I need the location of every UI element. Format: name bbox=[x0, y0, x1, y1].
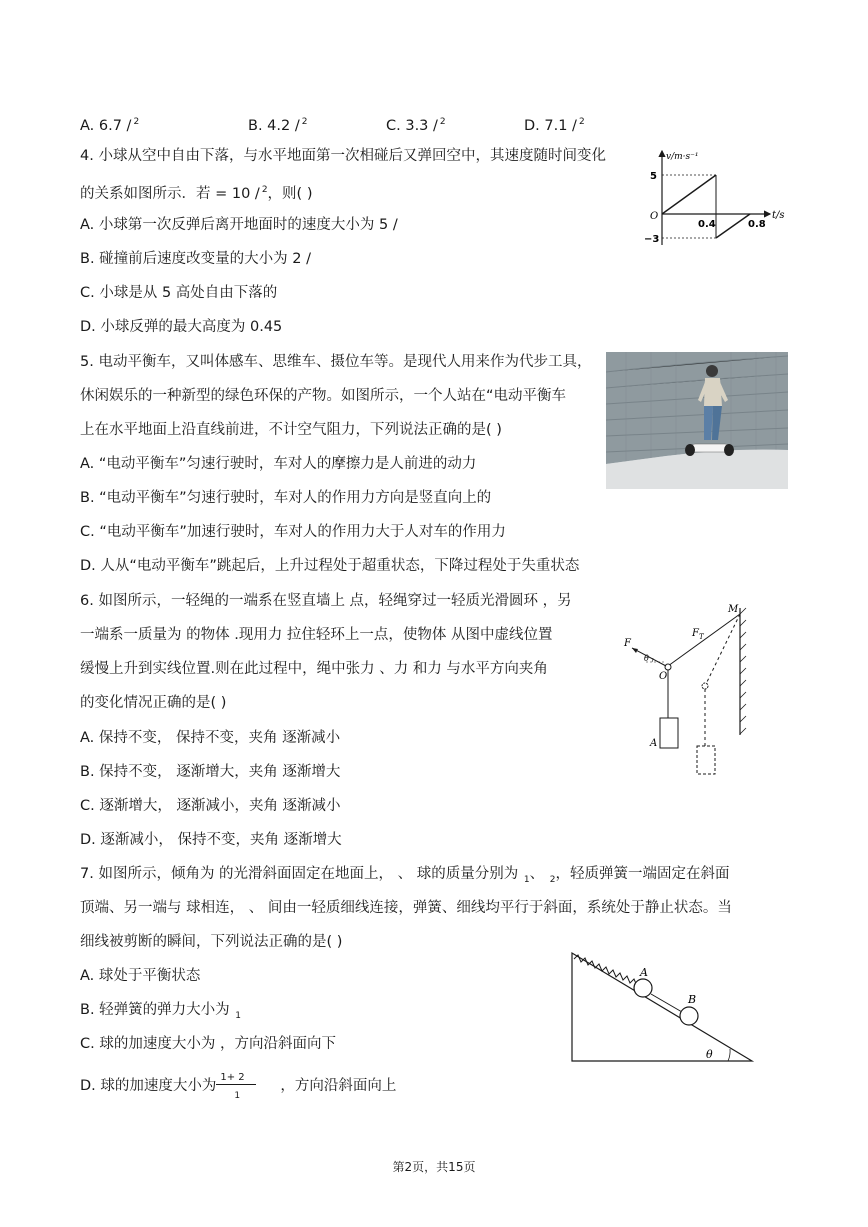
tick-5: 5 bbox=[650, 171, 657, 182]
q4-stem-line2: 的关系如图所示．若 = 10 / $^2$，则( ) bbox=[80, 185, 313, 202]
q7-option-d: D. 球的加速度大小为 $\frac{1+ 2}{1}$ ，方向沿斜面向上 bbox=[80, 1072, 397, 1101]
q5-stem-line3: 上在水平地面上沿直线前进，不计空气阻力，下列说法正确的是( ) bbox=[80, 422, 502, 438]
block-a-solid bbox=[660, 718, 678, 748]
q5-stem-line1: 5. 电动平衡车，又叫体感车、思维车、摄位车等。是现代人用来作为代步工具， bbox=[80, 354, 592, 370]
rope-dashed bbox=[706, 614, 740, 684]
q7-option-b: B. 轻弹簧的弹力大小为 $_1$ bbox=[80, 1002, 242, 1021]
option-c: C. 3.3 / $^2$ bbox=[386, 117, 446, 134]
incline-figure bbox=[566, 945, 758, 1067]
q4-option-c: C. 小球是从 5 高处自由下落的 bbox=[80, 285, 278, 301]
q6-option-b: B. 保持不变， 逐渐增大，夹角 逐渐增大 bbox=[80, 764, 341, 780]
tick-04: 0.4 bbox=[698, 219, 716, 230]
label-b: B bbox=[688, 993, 697, 1006]
label-o: O bbox=[659, 671, 668, 682]
rope-ring-figure bbox=[610, 600, 760, 780]
q5-option-c: C. “电动平衡车”加速行驶时，车对人的作用力大于人对车的作用力 bbox=[80, 524, 506, 540]
q6-stem-line3: 缓慢上升到实线位置.则在此过程中，绳中张力 、力 和力 与水平方向夹角 bbox=[80, 661, 548, 677]
balance-scooter-photo bbox=[606, 352, 788, 489]
option-b: B. 4.2 / $^2$ bbox=[248, 117, 308, 134]
q5-stem-line2: 休闲娱乐的一种新型的绿色环保的产物。如图所示，一个人站在“电动平衡车 bbox=[80, 388, 567, 404]
label-a: A bbox=[650, 738, 658, 749]
label-theta: θ bbox=[644, 654, 649, 663]
rope-solid bbox=[668, 614, 740, 666]
option-a: A. 6.7 / $^2$ bbox=[80, 117, 140, 134]
q7-stem-line1: 7. 如图所示，倾角为 的光滑斜面固定在地面上， 、 球的质量分别为 $_1$、 $_2$，轻质弹簧一端固定在斜面 bbox=[80, 866, 730, 885]
label-ft: $F_T$ bbox=[692, 628, 704, 641]
q4-option-b: B. 碰撞前后速度改变量的大小为 2 / bbox=[80, 251, 311, 267]
q6-stem-line1: 6. 如图所示，一轻绳的一端系在竖直墙上 点，轻绳穿过一轻质光滑圆环 ，另 bbox=[80, 593, 572, 609]
block-a-dashed bbox=[697, 746, 715, 774]
y-axis-label: v/m·s⁻¹ bbox=[666, 152, 699, 162]
label-m: M bbox=[728, 604, 739, 615]
option-d: D. 7.1 / $^2$ bbox=[524, 117, 585, 134]
q7-stem-line2: 顶端、另一端与 球相连， 、 间由一轻质细线连接，弹簧、细线均平行于斜面，系统处于静止状态。当 bbox=[80, 900, 732, 916]
q7-option-a: A. 球处于平衡状态 bbox=[80, 968, 201, 984]
q6-stem-line4: 的变化情况正确的是( ) bbox=[80, 695, 227, 711]
q5-option-b: B. “电动平衡车”匀速行驶时，车对人的作用力方向是竖直向上的 bbox=[80, 490, 492, 506]
label-a: A bbox=[640, 966, 648, 979]
rise-segment bbox=[716, 214, 750, 238]
page-number: 第2页，共15页 bbox=[392, 1160, 476, 1174]
q6-option-d: D. 逐渐减小， 保持不变，夹角 逐渐增大 bbox=[80, 832, 342, 848]
ball-a bbox=[634, 979, 652, 997]
ring-solid bbox=[665, 664, 671, 670]
q6-option-c: C. 逐渐增大， 逐渐减小，夹角 逐渐减小 bbox=[80, 798, 341, 814]
ball-b bbox=[680, 1007, 698, 1025]
q4-option-d: D. 小球反弹的最大高度为 0.45 bbox=[80, 319, 283, 335]
label-theta: θ bbox=[706, 1048, 713, 1061]
tick-08: 0.8 bbox=[748, 219, 766, 230]
x-axis-label: t/s bbox=[772, 210, 785, 221]
q6-stem-line2: 一端系一质量为 的物体 .现用力 拉住轻环上一点，使物体 从图中虚线位置 bbox=[80, 627, 553, 643]
origin-label: O bbox=[650, 211, 659, 222]
ring-dashed bbox=[702, 683, 708, 689]
tick-neg3: −3 bbox=[644, 234, 660, 245]
q6-option-a: A. 保持不变， 保持不变，夹角 逐渐减小 bbox=[80, 730, 341, 746]
fraction: $\frac{1+ 2}{1}$ bbox=[216, 1072, 262, 1100]
label-f: F bbox=[624, 638, 631, 649]
q7-option-c: C. 球的加速度大小为 ，方向沿斜面向下 bbox=[80, 1036, 336, 1052]
q4-option-a: A. 小球第一次反弹后离开地面时的速度大小为 5 / bbox=[80, 217, 398, 233]
q4-stem-line1: 4. 小球从空中自由下落，与水平地面第一次相碰后又弹回空中，其速度随时间变化 bbox=[80, 148, 606, 164]
q5-option-d: D. 人从“电动平衡车”跳起后，上升过程处于超重状态，下降过程处于失重状态 bbox=[80, 558, 580, 574]
fall-segment bbox=[662, 175, 716, 214]
q7-stem-line3: 细线被剪断的瞬间，下列说法正确的是( ) bbox=[80, 934, 343, 950]
incline bbox=[572, 953, 752, 1061]
velocity-time-graph bbox=[640, 145, 800, 255]
q5-option-a: A. “电动平衡车”匀速行驶时，车对人的摩擦力是人前进的动力 bbox=[80, 456, 477, 472]
